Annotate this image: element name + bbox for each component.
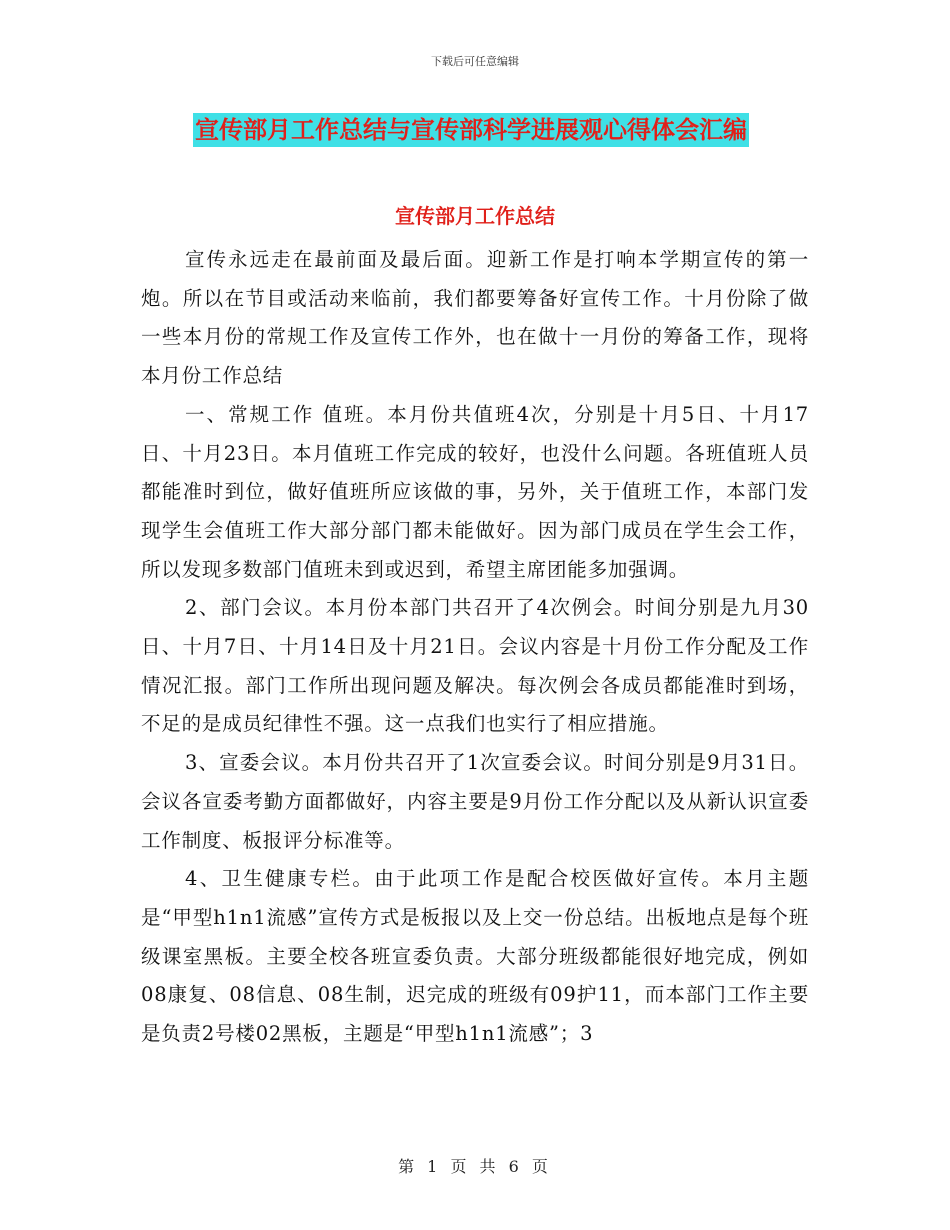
paragraph: 2、部门会议。本月份本部门共召开了4次例会。时间分别是九月30日、十月7日、十月14日及十月21日。会议内容是十月份工作分配及工作情况汇报。部门工作所出现问题及解决。每次例会各成员都能准时到场，不足的是成员纪律性不强。这一点我们也实行了相应措施。: [141, 596, 809, 736]
paragraph: 一、常规工作 值班。本月份共值班4次，分别是十月5日、十月17日、十月23日。本月值班工作完成的较好，也没什么问题。各班值班人员都能准时到位，做好值班所应该做的事，另外，关于值班工作，本部门发现学生会值班工作大部分部门都未能做好。因为部门成员在学生会工作，所以发现多数部门值班未到或迟到，希望主席团能多加强调。: [141, 402, 809, 581]
paragraph: 3、宣委会议。本月份共召开了1次宣委会议。时间分别是9月31日。会议各宣委考勤方面都做好，内容主要是9月份工作分配以及从新认识宣委工作制度、板报评分标准等。: [141, 751, 809, 852]
page-footer: 第 1 页 共 6 页: [398, 1157, 552, 1176]
section-title: 宣传部月工作总结: [395, 204, 555, 228]
header-note: 下载后可任意编辑: [431, 55, 519, 68]
document-title: 宣传部月工作总结与宣传部科学进展观心得体会汇编: [193, 113, 749, 147]
paragraph: 4、卫生健康专栏。由于此项工作是配合校医做好宣传。本月主题是“甲型h1n1流感”宣传方式是板报以及上交一份总结。出板地点是每个班级课室黑板。主要全校各班宣委负责。大部分班级都能很好地完成，例如08康复、08信息、08生制，迟完成的班级有09护11，而本部门工作主要是负责2号楼02黑板，主题是“甲型h1n1流感”；3: [141, 867, 809, 1046]
document-body: [141, 241, 809, 1054]
paragraph: 宣传永远走在最前面及最后面。迎新工作是打响本学期宣传的第一炮。所以在节目或活动来临前，我们都要筹备好宣传工作。十月份除了做一些本月份的常规工作及宣传工作外，也在做十一月份的筹备工作，现将本月份工作总结: [141, 248, 809, 388]
